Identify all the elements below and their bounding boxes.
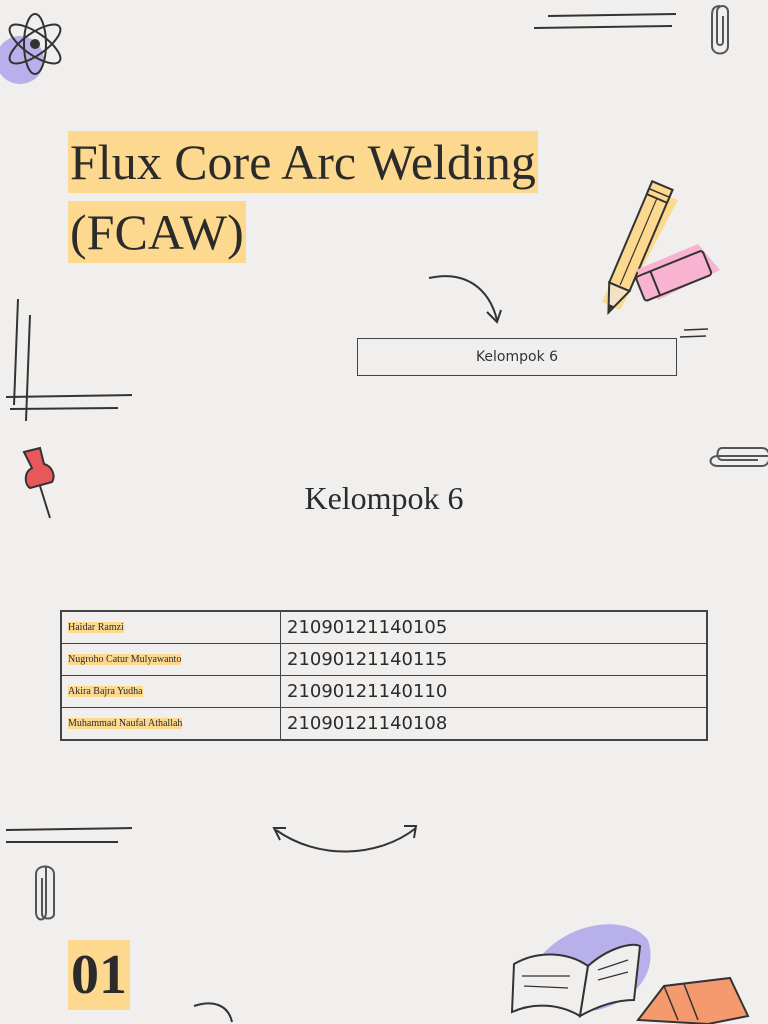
sketch-lines-right bbox=[680, 326, 710, 340]
document-title-line-2: (FCAW) bbox=[68, 201, 246, 263]
member-id-cell: 21090121140108 bbox=[281, 708, 708, 741]
member-id-cell: 21090121140105 bbox=[281, 611, 708, 644]
member-id-cell: 21090121140110 bbox=[281, 676, 708, 708]
member-name-cell bbox=[61, 676, 281, 708]
member-id-cell: 21090121140115 bbox=[281, 644, 708, 676]
sketch-curve bbox=[192, 998, 240, 1024]
sketch-lines-top bbox=[530, 10, 680, 34]
sketch-grid-lines bbox=[0, 295, 140, 425]
members-table bbox=[60, 610, 708, 741]
member-name: Nugroho Catur Mulyawanto bbox=[68, 654, 182, 665]
arrow-icon bbox=[425, 270, 515, 330]
member-name-cell bbox=[61, 611, 281, 644]
table-row bbox=[61, 676, 707, 708]
member-name: Akira Bajra Yudha bbox=[68, 686, 143, 697]
atom-icon bbox=[0, 4, 72, 88]
member-name: Muhammad Naufal Athallah bbox=[68, 718, 183, 729]
table-row bbox=[61, 644, 707, 676]
member-name: Haidar Ramzi bbox=[68, 622, 124, 633]
table-row bbox=[61, 708, 707, 741]
section-subtitle: Kelompok 6 bbox=[304, 480, 464, 516]
book-icon bbox=[508, 920, 768, 1024]
sketch-lines-bottom bbox=[0, 822, 140, 850]
paperclip-icon bbox=[706, 0, 734, 60]
document-title-line-1: Flux Core Arc Welding bbox=[68, 131, 538, 193]
table-row bbox=[61, 611, 707, 644]
eraser-icon bbox=[628, 240, 724, 312]
member-name-cell bbox=[61, 708, 281, 741]
paperclip-icon bbox=[32, 864, 60, 926]
page-number: 01 bbox=[68, 940, 130, 1010]
double-arrow-icon bbox=[268, 820, 424, 860]
group-label-box: Kelompok 6 bbox=[357, 338, 677, 376]
member-name-cell bbox=[61, 644, 281, 676]
paperclip-icon bbox=[706, 442, 768, 470]
